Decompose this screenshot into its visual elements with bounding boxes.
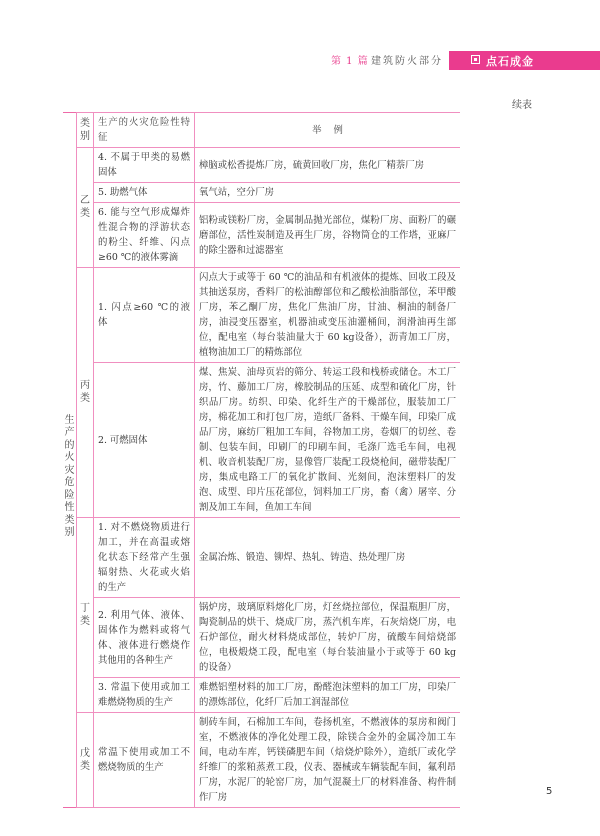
outer-category-cell (63, 148, 77, 808)
fire-hazard-table (63, 112, 460, 808)
category-cell (77, 518, 94, 713)
hazard-feature-cell: 2. 可燃固体 (94, 363, 195, 518)
examples-cell: 氧气站，空分厂房 (195, 183, 461, 203)
table-row (63, 268, 460, 363)
category-cell (77, 268, 94, 518)
table-row (63, 203, 460, 268)
hazard-feature-cell: 5. 助燃气体 (94, 183, 195, 203)
hazard-feature-cell: 6. 能与空气形成爆炸性混合物的浮游状态的粉尘、纤维、闪点≥60 ℃的液体雾滴 (94, 203, 195, 268)
examples-cell: 制砖车间，石棉加工车间，卷扬机室，不燃液体的泵房和阀门室，不燃液体的净化处理工段，除镁合金外的金属冷加工车间，电动车库，钙镁磷肥车间（焙烧炉除外），造纸厂或化学纤维厂的浆粕蒸煮工段，仪表、器械或车辆装配车间，氟利昂厂房，水泥厂的轮窑厂房，加气混凝土厂的材料准备、构件制作厂房 (195, 713, 461, 808)
table-body (63, 148, 460, 808)
category-label: 丙类 (80, 380, 90, 404)
hazard-feature-cell: 1. 闪点≥60 ℃的液体 (94, 268, 195, 363)
square-box-icon (471, 55, 480, 64)
table-row (63, 713, 460, 808)
hazard-feature-cell: 1. 对不燃烧物质进行加工，并在高温或熔化状态下经常产生强辐射热、火花或火焰的生产 (94, 518, 195, 598)
table-row (63, 148, 460, 183)
page-number: 5 (546, 786, 553, 797)
header-feature: 生产的火灾危险性特征 (94, 113, 195, 148)
hazard-feature-cell: 常温下使用或加工不燃烧物质的生产 (94, 713, 195, 808)
part-label: 第 1 篇 (331, 56, 369, 67)
hazard-feature-cell: 2. 利用气体、液体、固体作为燃料或将气体、液体进行燃烧作其他用的各种生产 (94, 598, 195, 678)
continued-label: 续表 (512, 100, 532, 111)
table-row (63, 183, 460, 203)
category-label: 戊类 (80, 747, 90, 772)
table-row (63, 598, 460, 678)
fire-hazard-table-container (63, 112, 460, 808)
examples-cell: 煤、焦炭、油母页岩的筛分、转运工段和栈桥或储仓。木工厂房，竹、藤加工厂房，橡胶制品的压延、成型和硫化厂房，针织品厂房。纺织、印染、化纤生产的干燥部位，服装加工厂房，棉花加工和打包厂房，造纸厂备料、干燥车间，印染厂成品厂房，麻纺厂粗加工车间，谷物加工房，卷烟厂的切丝、卷制、包装车间，印刷厂的印刷车间，毛涤厂选毛车间，电视机、收音机装配厂房，显像管厂装配工段烧枪间，磁带装配厂房，集成电路工厂的氧化扩散间、光刻间，泡沫塑料厂的发泡、成型、印片压花部位，饲料加工厂房，畜（禽）屠宰、分割及加工车间，鱼加工车间 (195, 363, 461, 518)
section-title: 建筑防火部分 (371, 56, 443, 67)
examples-cell: 金属冶炼、锻造、铆焊、热轧、铸造、热处理厂房 (195, 518, 461, 598)
examples-cell: 锅炉房，玻璃原料熔化厂房，灯丝烧拉部位，保温瓶胆厂房，陶瓷制品的烘干、烧成厂房，蒸汽机车库，石灰焙烧厂房，电石炉部位，耐火材料烧成部位，转炉厂房，硫酸车间焙烧部位，电极煅烧工段，配电室（每台装油量小于或等于 60 kg 的设备） (195, 598, 461, 678)
examples-cell: 闪点大于或等于 60 ℃的油品和有机液体的提炼、回收工段及其抽送泵房，香料厂的松油醇部位和乙酸松油脂部位，苯甲酸厂房，苯乙酮厂房，焦化厂焦油厂房，甘油、桐油的制备厂房，油浸变压器室，机器油或变压油灌桶间，润滑油再生部位，配电室（每台装油量大于 60 kg设备），沥青加工厂房，植物油加工厂的精炼部位 (195, 268, 461, 363)
table-row (63, 518, 460, 598)
category-cell (77, 713, 94, 808)
examples-cell: 铝粉或镁粉厂房，金属制品抛光部位，煤粉厂房、面粉厂的碾磨部位，活性炭制造及再生厂房，谷物筒仓的工作塔，亚麻厂的除尘器和过滤器室 (195, 203, 461, 268)
hazard-feature-cell: 4. 不属于甲类的易燃固体 (94, 148, 195, 183)
table-row (63, 678, 460, 713)
header-category-text: 类别 (80, 117, 90, 142)
header-category (77, 113, 94, 148)
table-row (63, 363, 460, 518)
brand-title: 点石成金 (486, 55, 534, 68)
hazard-feature-cell: 3. 常温下使用或加工难燃烧物质的生产 (94, 678, 195, 713)
category-cell (77, 148, 94, 268)
category-label: 丁类 (80, 602, 90, 627)
brand-band (449, 51, 600, 70)
table-header-row (63, 113, 460, 148)
examples-cell: 樟脑或松香提炼厂房，硫黄回收厂房，焦化厂精萘厂房 (195, 148, 461, 183)
category-label: 乙类 (80, 195, 90, 219)
outer-category-label: 生产的火灾危险性类别 (64, 414, 75, 538)
header-examples: 举 例 (195, 113, 461, 148)
examples-cell: 难燃铝塑材料的加工厂房，酚醛泡沫塑料的加工厂房，印染厂的漂炼部位，化纤厂后加工润湿部位 (195, 678, 461, 713)
outer-label-cell (63, 113, 77, 148)
